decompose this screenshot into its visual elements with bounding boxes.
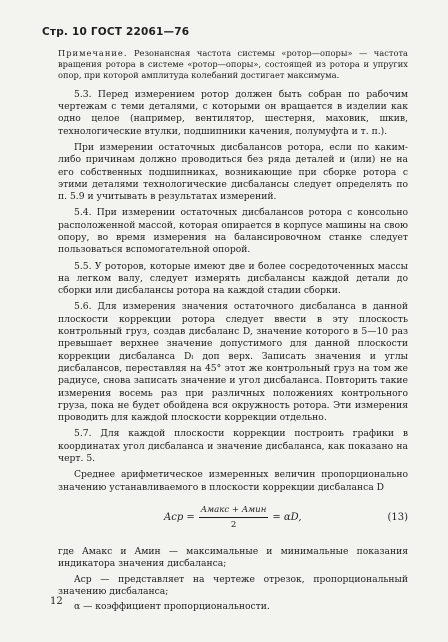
paragraph-5-5: 5.5. У роторов, которые имеют две и более сосредоточенных массы на легком валу, следует измерять дисбалансы каждой детали до сборки или дисбалансы ротора на каждой стадии сборки. bbox=[58, 260, 408, 297]
note-text: Резонансная частота системы «ротор—опоры» — частота вращения ротора в системе «ротор—опоры», состоящей из ротора и упругих опор, при которой амплитуда колебаний достигает максимума. bbox=[58, 48, 408, 80]
paragraph-5-4: 5.4. При измерении остаточных дисбалансов ротора с консольно расположенной массой, которая опирается в корпусе машины на свою опору, во время измерения на балансировочном станке следует пользоваться вспомогательной опорой. bbox=[58, 207, 408, 256]
page-header: Стр. 10 ГОСТ 22061—76 bbox=[42, 26, 190, 38]
definition-alpha: α — коэффициент пропорциональности. bbox=[74, 601, 270, 613]
paragraph-5-6: 5.6. Для измерения значения остаточного дисбаланса в данной плоскости коррекции ротора следует ввести в эту плоскость контрольный груз, создав дисбаланс D, значение которого в 5—10 раз превышает верхнее значение допустимого для данной плоскости коррекции дисбаланса Dₗ доп верх. Записать значения и углы дисбалансов, переставляя на 45° этот же контрольный груз на том же радиусе, снова записать значение и угол дисбаланса. Повторить такие измерения восемь раз при различных положениях контрольного груза, пока не будет обойдена вся окружность ротора. Эти измерения проводить для каждой плоскости коррекции отдельно. bbox=[58, 301, 408, 424]
formula-rhs: = αD, bbox=[272, 511, 302, 523]
formula-fraction bbox=[199, 504, 269, 532]
formula-number: (13) bbox=[387, 511, 408, 523]
definition-amax-amin: где Aмакс и Aмин — максимальные и минимальные показания индикатора значения дисбаланса; bbox=[58, 545, 408, 570]
document-body bbox=[58, 48, 408, 616]
formula-numerator: Aмакс + Aмин bbox=[199, 504, 269, 518]
formula-lhs: Aср = bbox=[164, 511, 195, 523]
page-number: 12 bbox=[50, 596, 63, 607]
note-lead: Примечание. bbox=[58, 48, 128, 58]
paragraph-average: Среднее арифметическое измеренных величин пропорционально значению устанавливаемого в плоскости коррекции дисбаланса D bbox=[58, 469, 408, 493]
paragraph-residual: При измерении остаточных дисбалансов ротора, если по каким-либо причинам должно проводиться без ряда деталей и (или) не на его собственных подшипниках, возникающие при сборке ротора с этими деталями технологические дисбалансы следует определять по п. 5.9 и учитывать в результатах измерений. bbox=[58, 141, 408, 203]
formula-13 bbox=[58, 500, 408, 540]
formula-denominator: 2 bbox=[230, 520, 237, 531]
paragraph-5-3: 5.3. Перед измерением ротор должен быть собран по рабочим чертежам с теми деталями, с которыми он вращается в изделии как одно целое (например, вентилятор, шестерня, маховик, шкив, технологические втулки, подшипники качения, полумуфта и т. п.). bbox=[58, 88, 408, 137]
definitions bbox=[58, 546, 408, 613]
definition-acp: Aср — представляет на чертеже отрезок, пропорциональный значению дисбаланса; bbox=[58, 573, 408, 597]
paragraph-5-7: 5.7. Для каждой плоскости коррекции построить графики в координатах угол дисбаланса и значение дисбаланса, как показано на черт. 5. bbox=[58, 428, 408, 465]
note-block bbox=[58, 48, 408, 81]
